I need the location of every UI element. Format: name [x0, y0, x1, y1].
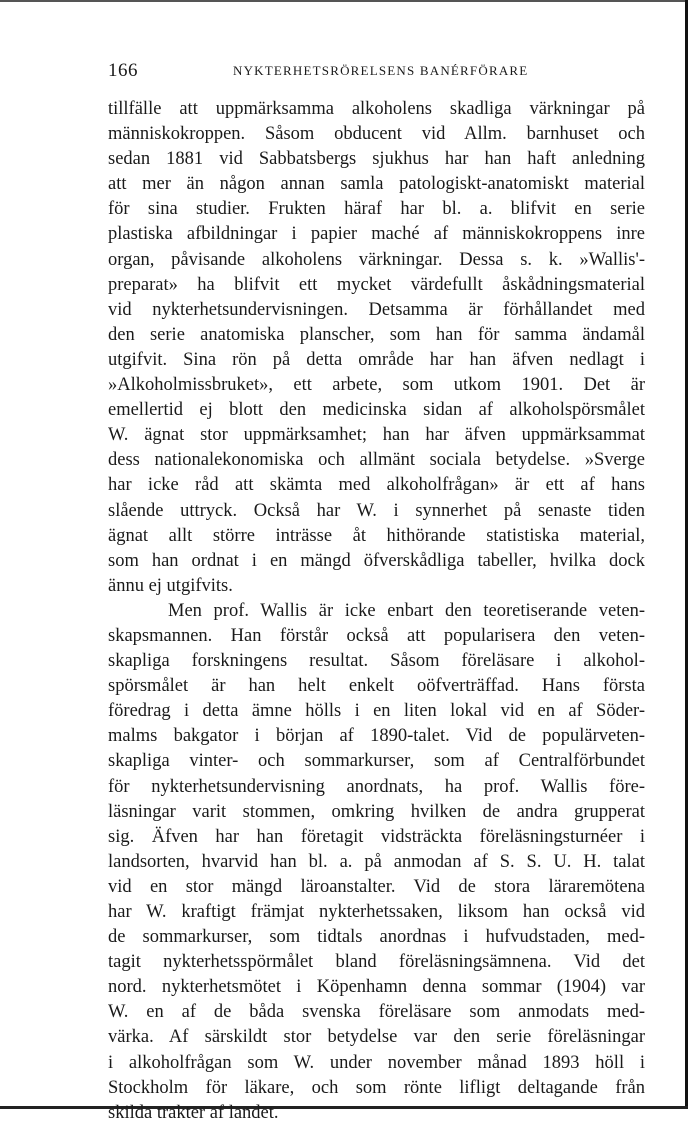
- text-line: W. ägnat stor uppmärksamhet; han har äfven uppmärksammat: [108, 425, 645, 446]
- paragraph-end-line: ännu ej utgifvits.: [108, 575, 233, 596]
- text-line: har W. kraftigt främjat nykterhetssaken, liksom han också vid: [108, 902, 645, 922]
- text-line: preparat» ha blifvit ett mycket värdefullt åskådningsmaterial: [108, 274, 645, 295]
- text-line: föredrag i detta ämne hölls i en liten lokal vid en af Söder-: [108, 701, 645, 722]
- text-line: W. en af de båda svenska föreläsare som anmodats med-: [108, 1002, 645, 1023]
- text-line: för nykterhetsundervisning anordnats, ha prof. Wallis före-: [108, 776, 645, 797]
- text-line: Stockholm för läkare, och som rönte lifligt deltagande från: [108, 1077, 645, 1098]
- text-line: värka. Af särskildt stor betydelse var den serie föreläsningar: [108, 1027, 645, 1048]
- text-line: organ, påvisande alkoholens värkningar. Dessa s. k. »Wallis'-: [108, 249, 645, 270]
- text-line: emellertid ej blott den medicinska sidan af alkoholspörsmålet: [108, 400, 645, 421]
- text-line: att mer än någon annan samla patologiskt-anatomiskt material: [108, 174, 645, 195]
- body-text: [108, 97, 645, 1126]
- text-line: de sommarkurser, som tidtals anordnas i hufvudstaden, med-: [108, 927, 645, 948]
- text-line: malms bakgator i början af 1890-talet. Vid de populärveten-: [108, 726, 645, 747]
- text-line: slående uttryck. Också har W. i synnerhet på senaste tiden: [108, 500, 645, 521]
- text-line: skapsmannen. Han förstår också att popularisera den veten-: [108, 625, 645, 646]
- text-line: utgifvit. Sina rön på detta område har han äfven nedlagt i: [108, 349, 645, 370]
- text-line: »Alkoholmissbruket», ett arbete, som utkom 1901. Det är: [108, 375, 645, 396]
- paragraph-end-line: skilda trakter af landet.: [108, 1102, 279, 1123]
- running-head: [108, 60, 645, 82]
- text-line: i alkoholfrågan som W. under november månad 1893 höll i: [108, 1052, 645, 1073]
- running-title: NYKTERHETSRÖRELSENS BANÉRFÖRARE: [233, 63, 529, 78]
- text-line: skapliga forskningens resultat. Såsom föreläsare i alkohol-: [108, 651, 645, 672]
- text-line: dess nationalekonomiska och allmänt sociala betydelse. »Sverge: [108, 450, 645, 471]
- text-line: skapliga vinter- och sommarkurser, som af Centralförbundet: [108, 751, 645, 772]
- page-edge-top: [0, 0, 688, 2]
- text-line: vid en stor mängd läroanstalter. Vid de stora läraremötena: [108, 876, 645, 897]
- text-line: plastiska afbildningar i papier maché af människokroppens inre: [108, 224, 645, 245]
- text-line: spörsmålet är han helt enkelt oöfverträffad. Hans första: [108, 676, 645, 697]
- text-line: nord. nykterhetsmötet i Köpenhamn denna sommar (1904) var: [108, 977, 645, 998]
- text-line: tagit nykterhetsspörmålet bland föreläsningsämnena. Vid det: [108, 952, 645, 973]
- text-line: läsningar varit stommen, omkring hvilken de andra grupperat: [108, 801, 645, 822]
- text-line: landsorten, hvarvid han bl. a. på anmodan af S. S. U. H. talat: [108, 851, 645, 872]
- text-line: den serie anatomiska planscher, som han för samma ändamål: [108, 324, 645, 345]
- paragraph-start-line: Men prof. Wallis är icke enbart den teoretiserande veten-: [168, 600, 645, 621]
- text-line: sig. Äfven har han företagit vidsträckta föreläsningsturnéer i: [108, 826, 645, 847]
- text-line: som han ordnat i en mängd öfverskådliga tabeller, hvilka dock: [108, 550, 645, 571]
- text-line: tillfälle att uppmärksamma alkoholens skadliga värkningar på: [108, 99, 645, 119]
- text-line: ägnat allt större inträsse åt hithörande statistiska material,: [108, 525, 645, 546]
- text-line: människokroppen. Såsom obducent vid Allm. barnhuset och: [108, 124, 645, 145]
- text-line: har icke råd att skämta med alkoholfrågan» är ett af hans: [108, 475, 645, 496]
- text-line: vid nykterhetsundervisningen. Detsamma är förhållandet med: [108, 299, 645, 320]
- text-line: sedan 1881 vid Sabbatsbergs sjukhus har han haft anledning: [108, 149, 645, 170]
- page-number: 166: [108, 60, 138, 81]
- text-line: för sina studier. Frukten häraf har bl. a. blifvit en serie: [108, 199, 645, 220]
